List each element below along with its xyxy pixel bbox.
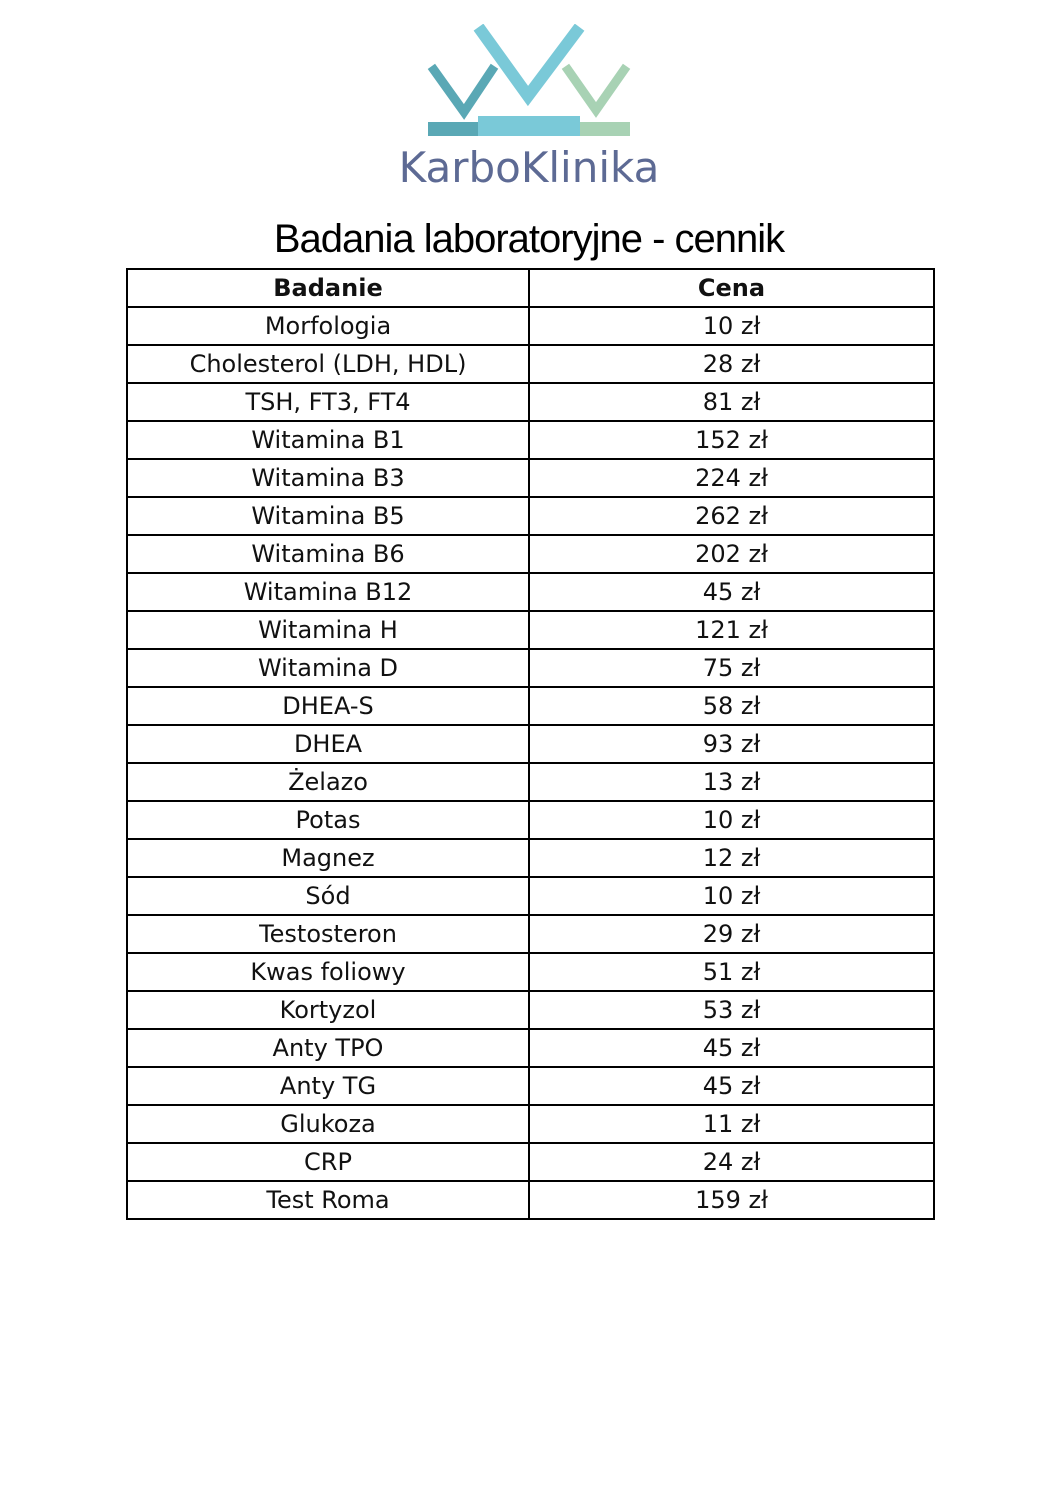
- table-row: [127, 725, 934, 763]
- table-row: [127, 459, 934, 497]
- table-row: [127, 1181, 934, 1219]
- price-cell: 121 zł: [529, 611, 934, 649]
- table-row: [127, 953, 934, 991]
- price-cell: 29 zł: [529, 915, 934, 953]
- test-name-cell: Morfologia: [127, 307, 529, 345]
- price-cell: 75 zł: [529, 649, 934, 687]
- test-name-cell: Sód: [127, 877, 529, 915]
- test-name-cell: Witamina B12: [127, 573, 529, 611]
- price-cell: 58 zł: [529, 687, 934, 725]
- table-row: [127, 1029, 934, 1067]
- table-row: [127, 383, 934, 421]
- test-name-cell: Witamina B6: [127, 535, 529, 573]
- table-row: [127, 839, 934, 877]
- table-row: [127, 611, 934, 649]
- brand-name: KarboKlinika: [398, 143, 660, 192]
- price-cell: 10 zł: [529, 801, 934, 839]
- crown-chevron-logo-icon: [426, 24, 632, 142]
- test-name-cell: Anty TPO: [127, 1029, 529, 1067]
- price-cell: 13 zł: [529, 763, 934, 801]
- price-cell: 159 zł: [529, 1181, 934, 1219]
- test-name-cell: CRP: [127, 1143, 529, 1181]
- column-header-test: Badanie: [127, 269, 529, 307]
- table-row: [127, 345, 934, 383]
- price-cell: 202 zł: [529, 535, 934, 573]
- table-row: [127, 573, 934, 611]
- table-header-row: [127, 269, 934, 307]
- test-name-cell: Witamina D: [127, 649, 529, 687]
- price-table: [126, 268, 935, 1220]
- table-row: [127, 991, 934, 1029]
- price-cell: 51 zł: [529, 953, 934, 991]
- test-name-cell: TSH, FT3, FT4: [127, 383, 529, 421]
- table-row: [127, 1143, 934, 1181]
- price-cell: 53 zł: [529, 991, 934, 1029]
- table-row: [127, 421, 934, 459]
- test-name-cell: DHEA: [127, 725, 529, 763]
- test-name-cell: Potas: [127, 801, 529, 839]
- test-name-cell: Glukoza: [127, 1105, 529, 1143]
- table-row: [127, 1067, 934, 1105]
- price-cell: 93 zł: [529, 725, 934, 763]
- test-name-cell: Magnez: [127, 839, 529, 877]
- price-cell: 81 zł: [529, 383, 934, 421]
- table-row: [127, 497, 934, 535]
- price-cell: 45 zł: [529, 1067, 934, 1105]
- test-name-cell: Testosteron: [127, 915, 529, 953]
- price-cell: 262 zł: [529, 497, 934, 535]
- test-name-cell: Kwas foliowy: [127, 953, 529, 991]
- test-name-cell: Anty TG: [127, 1067, 529, 1105]
- price-cell: 45 zł: [529, 1029, 934, 1067]
- price-cell: 24 zł: [529, 1143, 934, 1181]
- table-row: [127, 649, 934, 687]
- test-name-cell: Witamina B3: [127, 459, 529, 497]
- price-cell: 152 zł: [529, 421, 934, 459]
- table-row: [127, 915, 934, 953]
- test-name-cell: DHEA-S: [127, 687, 529, 725]
- price-cell: 10 zł: [529, 307, 934, 345]
- test-name-cell: Kortyzol: [127, 991, 529, 1029]
- test-name-cell: Cholesterol (LDH, HDL): [127, 345, 529, 383]
- test-name-cell: Witamina B5: [127, 497, 529, 535]
- table-row: [127, 535, 934, 573]
- price-cell: 12 zł: [529, 839, 934, 877]
- price-cell: 11 zł: [529, 1105, 934, 1143]
- table-row: [127, 1105, 934, 1143]
- column-header-price: Cena: [529, 269, 934, 307]
- table-row: [127, 877, 934, 915]
- table-row: [127, 801, 934, 839]
- table-row: [127, 763, 934, 801]
- price-cell: 10 zł: [529, 877, 934, 915]
- price-cell: 28 zł: [529, 345, 934, 383]
- price-cell: 224 zł: [529, 459, 934, 497]
- test-name-cell: Witamina B1: [127, 421, 529, 459]
- test-name-cell: Test Roma: [127, 1181, 529, 1219]
- table-row: [127, 687, 934, 725]
- test-name-cell: Witamina H: [127, 611, 529, 649]
- table-row: [127, 307, 934, 345]
- page-title: Badania laboratoryjne - cennik: [273, 217, 785, 261]
- price-cell: 45 zł: [529, 573, 934, 611]
- test-name-cell: Żelazo: [127, 763, 529, 801]
